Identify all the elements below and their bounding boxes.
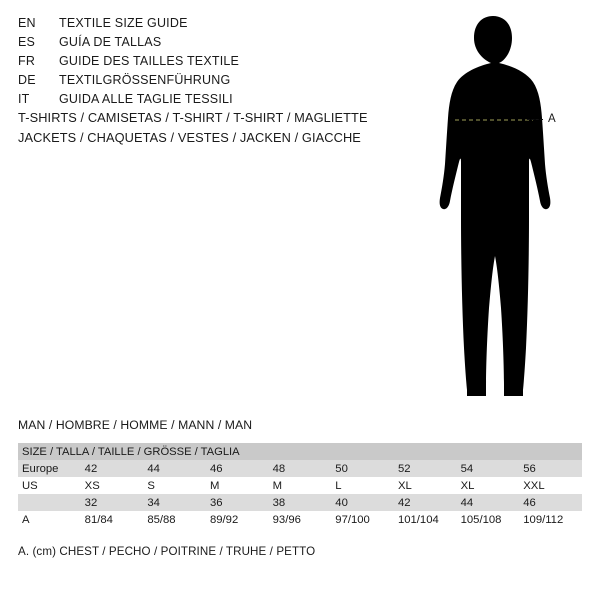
language-code: ES [18, 35, 36, 49]
table-group-title: MAN / HOMBRE / HOMME / MANN / MAN [18, 418, 253, 432]
cell: 40 [331, 494, 394, 511]
cell: 93/96 [269, 511, 332, 528]
language-code: DE [18, 73, 36, 87]
row-label: Europe [18, 460, 81, 477]
category-tshirts: T-SHIRTS / CAMISETAS / T-SHIRT / T-SHIRT / MAGLIETTE [18, 110, 368, 125]
table-row [18, 511, 582, 528]
language-row [18, 35, 398, 54]
cell: 85/88 [143, 511, 206, 528]
cell: 81/84 [81, 511, 144, 528]
cell: 44 [457, 494, 520, 511]
cell: 52 [394, 460, 457, 477]
measure-leader-line [527, 119, 543, 120]
table-row [18, 460, 582, 477]
size-table [18, 443, 582, 528]
category-list [18, 110, 418, 150]
cell: 101/104 [394, 511, 457, 528]
language-text: TEXTILE SIZE GUIDE [59, 16, 188, 30]
cell: 46 [519, 494, 582, 511]
cell: 42 [394, 494, 457, 511]
language-text: GUIDE DES TAILLES TEXTILE [59, 54, 240, 68]
language-text: TEXTILGRÖSSENFÜHRUNG [59, 73, 231, 87]
cell: S [143, 477, 206, 494]
cell: 50 [331, 460, 394, 477]
language-row [18, 54, 398, 73]
cell: 38 [269, 494, 332, 511]
cell: XXL [519, 477, 582, 494]
cell: 34 [143, 494, 206, 511]
language-row [18, 16, 398, 35]
cell: 36 [206, 494, 269, 511]
cell: XL [457, 477, 520, 494]
table-header-row [18, 443, 582, 460]
cell: 97/100 [331, 511, 394, 528]
measure-label-a: A [548, 113, 557, 125]
table-row [18, 494, 582, 511]
table-row [18, 477, 582, 494]
cell: XS [81, 477, 144, 494]
row-label: A [18, 511, 81, 528]
row-label: US [18, 477, 81, 494]
cell: 48 [269, 460, 332, 477]
language-text: GUIDA ALLE TAGLIE TESSILI [59, 92, 233, 106]
language-code: EN [18, 16, 36, 30]
cell: L [331, 477, 394, 494]
cell: 46 [206, 460, 269, 477]
cell: 44 [143, 460, 206, 477]
cell: 89/92 [206, 511, 269, 528]
cell: 56 [519, 460, 582, 477]
cell: 109/112 [519, 511, 582, 528]
language-row [18, 92, 398, 111]
language-list [18, 16, 398, 111]
man-silhouette-icon [400, 8, 600, 408]
cell: M [269, 477, 332, 494]
language-text: GUÍA DE TALLAS [59, 35, 162, 49]
language-row [18, 73, 398, 92]
body-silhouette-figure [400, 8, 600, 408]
category-jackets: JACKETS / CHAQUETAS / VESTES / JACKEN / GIACCHE [18, 130, 361, 145]
table-header-label: SIZE / TALLA / TAILLE / GRÖSSE / TAGLIA [18, 443, 582, 460]
cell: 42 [81, 460, 144, 477]
cell: 105/108 [457, 511, 520, 528]
cell: XL [394, 477, 457, 494]
cell: 32 [81, 494, 144, 511]
row-label [18, 494, 81, 511]
language-code: FR [18, 54, 36, 68]
language-code: IT [18, 92, 30, 106]
cell: M [206, 477, 269, 494]
cell: 54 [457, 460, 520, 477]
measurement-footnote: A. (cm) CHEST / PECHO / POITRINE / TRUHE / PETTO [18, 545, 316, 558]
